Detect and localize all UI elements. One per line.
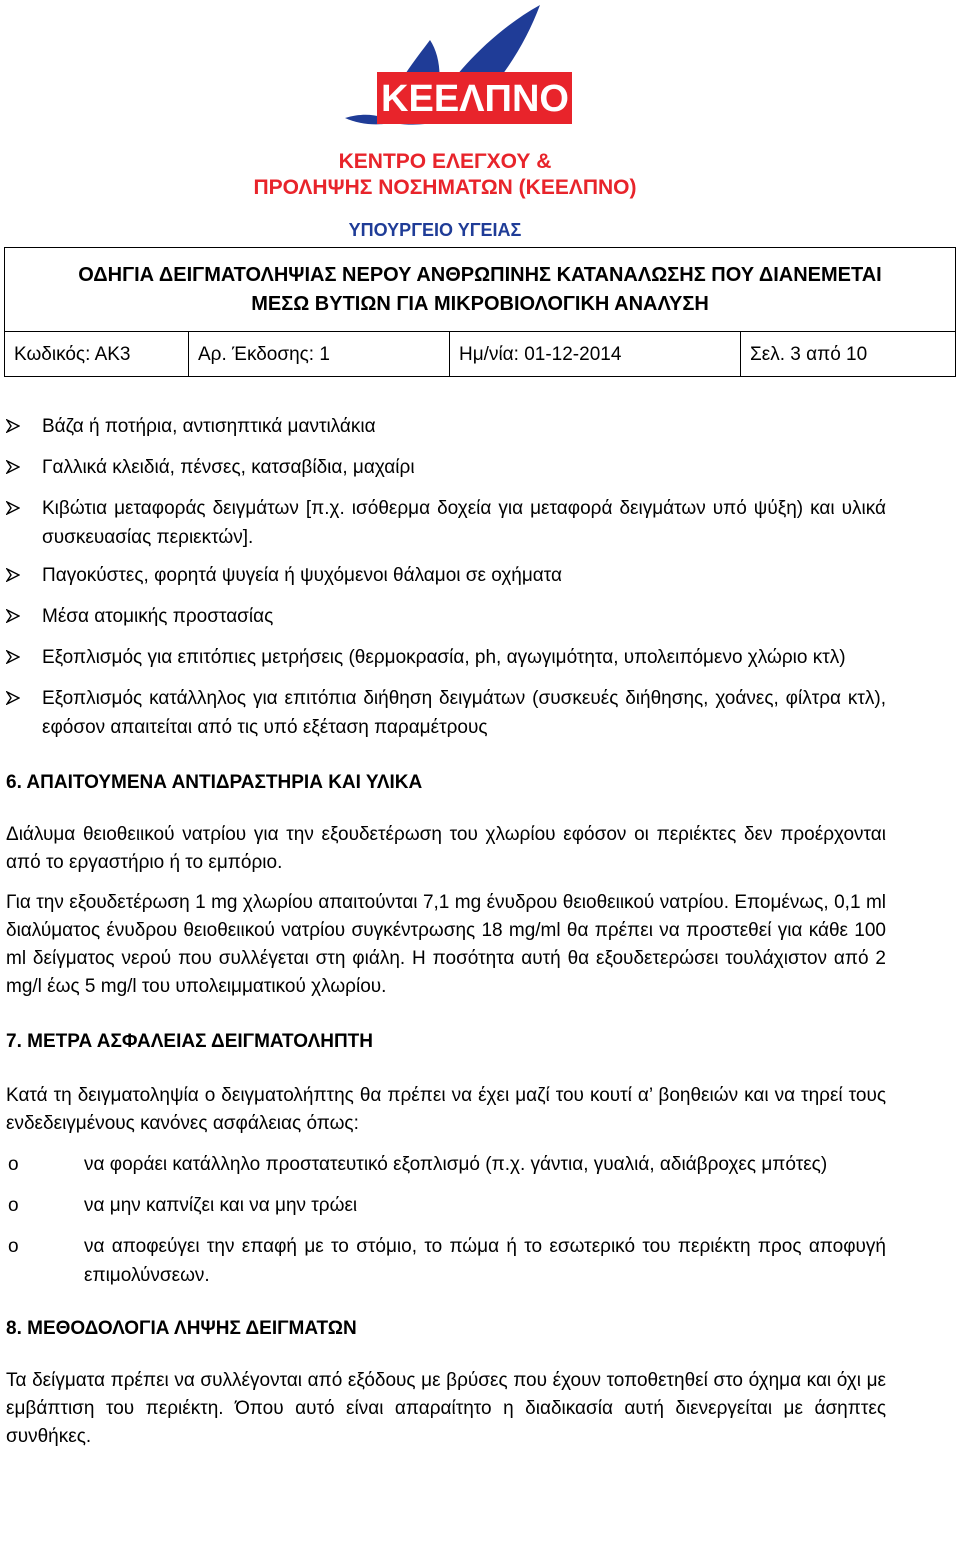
list-item: Βάζα ή ποτήρια, αντισηπτικά μαντιλάκια <box>6 412 886 441</box>
document-date: Ημ/νία: 01-12-2014 <box>450 332 741 377</box>
arrow-bullet-icon <box>6 501 20 515</box>
list-item: Παγοκύστες, φορητά ψυγεία ή ψυχόμενοι θάλαμοι σε οχήματα <box>6 561 886 590</box>
list-item: Γαλλικά κλειδιά, πένσες, κατσαβίδια, μαχαίρι <box>6 453 886 482</box>
document-body <box>6 412 886 1451</box>
list-item: o να αποφεύγει την επαφή με το στόμιο, το πώμα ή το εσωτερικό του περιέκτη προς αποφυγή επιμολύνσεων. <box>6 1232 886 1290</box>
list-item: Εξοπλισμός για επιτόπιες μετρήσεις (θερμοκρασία, ph, αγωγιμότητα, υπολειπόμενο χλώριο κτλ) <box>6 643 886 672</box>
document-version: Αρ. Έκδοσης: 1 <box>189 332 450 377</box>
document-header-table <box>4 247 956 377</box>
section-7-intro: Κατά τη δειγματοληψία ο δειγματολήπτης θα πρέπει να έχει μαζί του κουτί α’ βοηθειών και να τηρεί τους ενδεδειγμένους κανόνες ασφάλειας όπως: <box>6 1085 886 1134</box>
title-line-2: ΜΕΣΩ ΒΥΤΙΩΝ ΓΙΑ ΜΙΚΡΟΒΙΟΛΟΓΙΚΗ ΑΝΑΛΥΣΗ <box>251 292 709 315</box>
section-6-paragraph-1: Διάλυμα θειοθειικού νατρίου για την εξουδετέρωση του χλωρίου εφόσον οι περιέκτες δεν προέρχονται από το εργαστήριο ή το εμπόριο. <box>6 824 886 873</box>
document-code: Κωδικός: ΑΚ3 <box>5 332 189 377</box>
section-6-paragraph-2: Για την εξουδετέρωση 1 mg χλωρίου απαιτούνται 7,1 mg ένυδρου θειοθειικού νατρίου. Επομένως, 0,1 ml διαλύματος ένυδρου θειοθειικού νατρίου συγκέντρωσης 18 mg/ml θα πρέπει να προστεθεί για κάθε 100 ml δείγματος νερού που συλλέγεται στη φιάλη. Η ποσότητα αυτή θα εξουδετερώσει τουλάχιστον από 2 mg/l έως 5 mg/l του υπολειμματικού χλωρίου. <box>6 892 886 997</box>
arrow-bullet-icon <box>6 691 20 705</box>
logo-abbr: ΚΕΕΛΠΝΟ <box>381 78 569 120</box>
list-item: o να φοράει κατάλληλο προστατευτικό εξοπλισμό (π.χ. γάντια, γυαλιά, αδιάβροχες μπότες) <box>6 1150 886 1179</box>
arrow-bullet-icon <box>6 419 20 433</box>
section-7-heading: 7. ΜΕΤΡΑ ΑΣΦΑΛΕΙΑΣ ΔΕΙΓΜΑΤΟΛΗΠΤΗ <box>6 1031 374 1052</box>
page-number: Σελ. 3 από 10 <box>750 343 868 365</box>
arrow-bullet-icon <box>6 460 20 474</box>
arrow-bullet-icon <box>6 609 20 623</box>
arrow-bullet-icon <box>6 568 20 582</box>
circle-bullet-icon: o <box>8 1195 19 1216</box>
document-info-row <box>5 332 955 377</box>
section-8-heading: 8. ΜΕΘΟΔΟΛΟΓΙΑ ΛΗΨΗΣ ΔΕΙΓΜΑΤΩΝ <box>6 1318 357 1339</box>
keelpno-logo <box>195 0 695 243</box>
list-item: Κιβώτια μεταφοράς δειγμάτων [π.χ. ισόθερμα δοχεία για μεταφορά δειγμάτων υπό ψύξη) και υλικά συσκευασίας περιεκτών]. <box>6 494 886 552</box>
section-6-heading: 6. ΑΠΑΙΤΟΥΜΕΝΑ ΑΝΤΙΔΡΑΣΤΗΡΙΑ ΚΑΙ ΥΛΙΚΑ <box>6 772 423 793</box>
logo-org-line1: ΚΕΝΤΡΟ ΕΛΕΓΧΟΥ & <box>338 150 552 173</box>
document-title <box>5 248 955 332</box>
section-8-paragraph: Τα δείγματα πρέπει να συλλέγονται από εξόδους με βρύσες που έχουν τοποθετηθεί στο όχημα και όχι με εμβάπτιση του περιέκτη. Όπου αυτό είναι απαραίτητο η διαδικασία αυτή διενεργείται με άσηπτες συνθήκες. <box>6 1370 886 1447</box>
list-item: o να μην καπνίζει και να μην τρώει <box>6 1191 886 1220</box>
logo-ministry: ΥΠΟΥΡΓΕΙΟ ΥΓΕΙΑΣ <box>348 220 522 240</box>
list-item: Μέσα ατομικής προστασίας <box>6 602 886 631</box>
list-item: Εξοπλισμός κατάλληλος για επιτόπια διήθηση δειγμάτων (συσκευές διήθησης, χοάνες, φίλτρα κτλ), εφόσον απαιτείται από τις υπό εξέταση παραμέτρους <box>6 684 886 742</box>
logo-org-line2: ΠΡΟΛΗΨΗΣ ΝΟΣΗΜΑΤΩΝ (ΚΕΕΛΠΝΟ) <box>253 176 637 199</box>
arrow-bullet-icon <box>6 650 20 664</box>
circle-bullet-icon: o <box>8 1236 19 1257</box>
circle-bullet-icon: o <box>8 1154 19 1175</box>
title-line-1: ΟΔΗΓΙΑ ΔΕΙΓΜΑΤΟΛΗΨΙΑΣ ΝΕΡΟΥ ΑΝΘΡΩΠΙΝΗΣ ΚΑΤΑΝΑΛΩΣΗΣ ΠΟΥ ΔΙΑΝΕΜΕΤΑΙ <box>78 263 882 286</box>
